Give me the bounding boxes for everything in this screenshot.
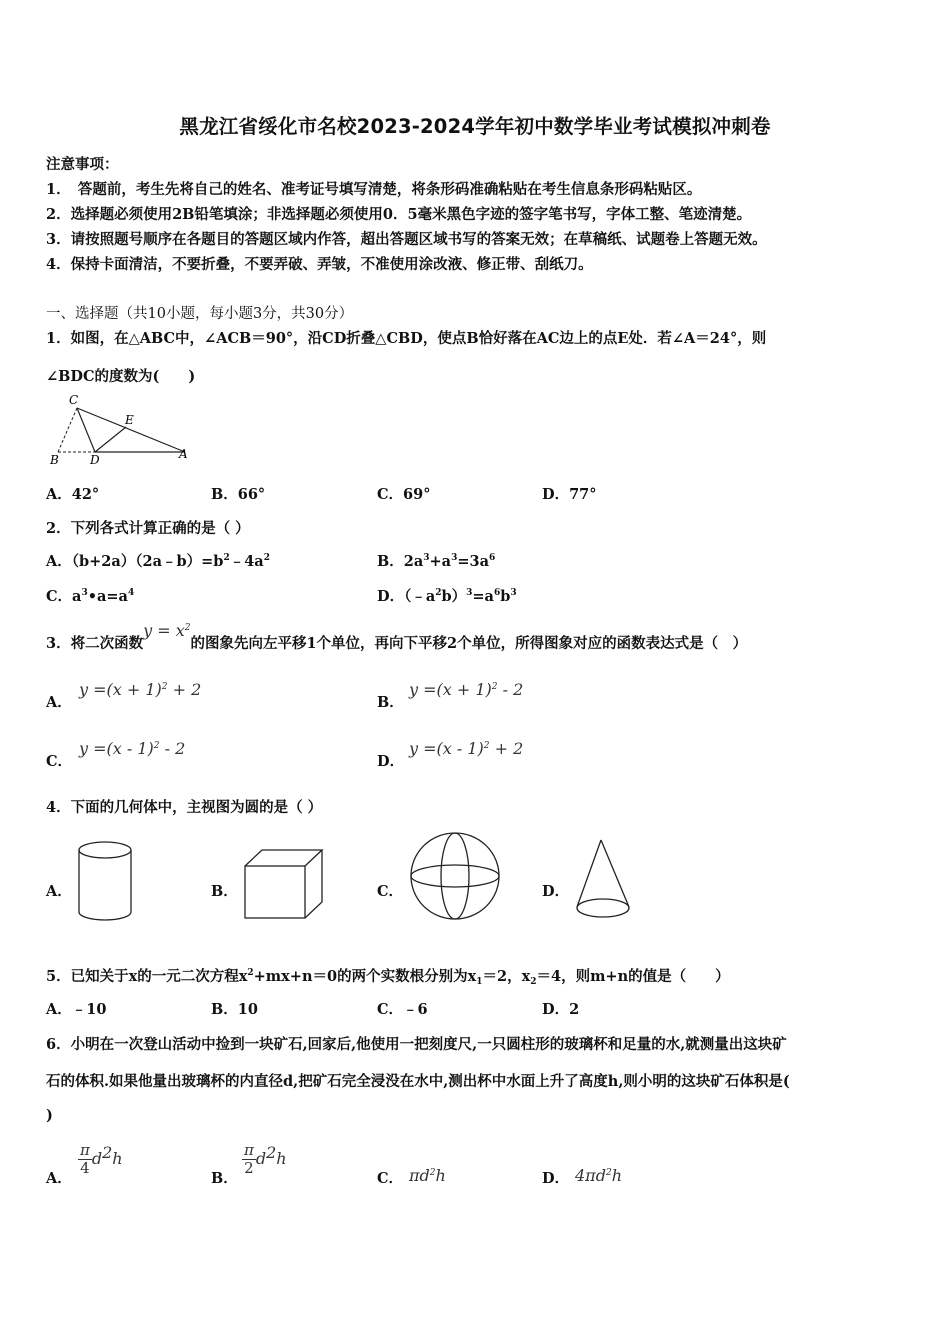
notice-item: 3．请按照题号顺序在各题目的答题区域内作答，超出答题区域书写的答案无效；在草稿纸、试题卷上答题无效。	[46, 231, 767, 248]
q3-option-a-expr[interactable]: $y =(x + 1)^2 + 2$	[79, 680, 202, 699]
question-2-stem: 2．下列各式计算正确的是（ ）	[46, 520, 250, 537]
q2-option-d[interactable]: D．$(﹣a^2b)^3=a^6b^3$	[377, 588, 517, 605]
q6-option-c-expr[interactable]: $\pi d^2h$	[409, 1166, 446, 1185]
q4-option-b[interactable]: B．	[211, 883, 238, 900]
label-d: D	[90, 453, 100, 467]
q3-option-d-expr[interactable]: y =(x - 1)$^2$ + 2	[409, 739, 524, 758]
q6-option-a-label[interactable]: A．	[46, 1170, 72, 1187]
q1-option-d[interactable]: D．77°	[542, 486, 597, 503]
q6-option-d-label[interactable]: D．	[542, 1170, 570, 1187]
q3-option-b-expr[interactable]: $y =(x + 1)^2 - 2$	[409, 680, 524, 699]
notice-heading: 注意事项：	[46, 156, 119, 173]
q4-option-d[interactable]: D．	[542, 883, 570, 900]
q2-option-c[interactable]: C．$a^3•a=a^4$	[46, 588, 135, 605]
triangle-figure	[48, 394, 198, 466]
q1-option-b[interactable]: B．66°	[211, 486, 266, 503]
question-6-stem: 6．小明在一次登山活动中捡到一块矿石,回家后,他使用一把刻度尺,一只圆柱形的玻璃杯和足量的水,就测量出这块矿	[46, 1036, 787, 1053]
q3-option-c-label[interactable]: C．	[46, 753, 73, 770]
q6-option-a-expr[interactable]: $\frac{\pi}{4}$ $d^2h$	[80, 1141, 123, 1177]
cone-icon	[573, 838, 633, 922]
q1-option-c[interactable]: C．69°	[377, 486, 431, 503]
q5-option-b[interactable]: B．10	[211, 1001, 258, 1018]
question-1-stem: 1．如图，在△ABC中，∠ACB＝90°，沿CD折叠△CBD，使点B恰好落在AC边上的点E处．若∠A＝24°，则	[46, 330, 767, 347]
page-title: 黑龙江省绥化市名校2023-2024学年初中数学毕业考试模拟冲刺卷	[179, 115, 771, 138]
label-a: A	[179, 447, 188, 461]
q3-option-d-label[interactable]: D．	[377, 753, 405, 770]
question-3-stem: 3．将二次函数$y = x^2$的图象先向左平移1个单位，再向下平移2个单位，所得图象对应的函数表达式是（ ）	[46, 621, 748, 652]
q5-option-d[interactable]: D．2	[542, 1001, 580, 1018]
q1-option-a[interactable]: A．42°	[46, 486, 100, 503]
question-6-stem-end: )	[46, 1107, 53, 1124]
question-1-stem-cont: ∠BDC的度数为( )	[46, 368, 196, 385]
question-5-stem: 5．已知关于x的一元二次方程$x^2+mx+n=0$的两个实数根分别为$x_1=2$，$x_2=4$，则m+n的值是（ ）	[46, 968, 730, 987]
q3-option-a-label[interactable]: A．	[46, 694, 72, 711]
q6-option-b-expr[interactable]: $\frac{\pi}{2}$ $d^2h$	[244, 1141, 287, 1177]
q6-option-d-expr[interactable]: $4\pi d^2h$	[575, 1166, 622, 1185]
q3-option-b-label[interactable]: B．	[377, 694, 404, 711]
label-e: E	[125, 413, 134, 427]
cube-icon	[242, 848, 326, 922]
q4-option-c[interactable]: C．	[377, 883, 404, 900]
q3-option-c-expr[interactable]: y =(x - 1)$^2$ - 2	[79, 739, 186, 758]
sphere-icon	[408, 832, 502, 922]
section-heading: 一、选择题（共10小题，每小题3分，共30分）	[46, 306, 354, 322]
notice-item: 1． 答题前，考生先将自己的姓名、准考证号填写清楚，将条形码准确粘贴在考生信息条形码粘贴区。	[46, 181, 702, 198]
q6-option-b-label[interactable]: B．	[211, 1170, 238, 1187]
q5-option-c[interactable]: C．﹣6	[377, 1001, 428, 1018]
label-b: B	[50, 453, 59, 467]
notice-item: 4．保持卡面清洁，不要折叠，不要弄破、弄皱，不准使用涂改液、修正带、刮纸刀。	[46, 256, 593, 273]
question-6-stem-cont: 石的体积.如果他量出玻璃杯的内直径d,把矿石完全浸没在水中,测出杯中水面上升了高度h,则小明的这块矿石体积是(	[46, 1073, 790, 1090]
question-4-stem: 4．下面的几何体中，主视图为圆的是（ ）	[46, 799, 323, 816]
q2-option-a[interactable]: A．$(b+2a)(2a﹣b)=b^2﹣4a^2$	[46, 553, 270, 570]
q5-option-a[interactable]: A．﹣10	[46, 1001, 107, 1018]
q2-option-b[interactable]: B．$2a^3+a^3=3a^6$	[377, 553, 496, 570]
q6-option-c-label[interactable]: C．	[377, 1170, 404, 1187]
label-c: C	[69, 393, 79, 407]
cylinder-icon	[75, 840, 135, 922]
q4-option-a[interactable]: A．	[46, 883, 72, 900]
notice-item: 2．选择题必须使用2B铅笔填涂；非选择题必须使用0．5毫米黑色字迹的签字笔书写，字体工整、笔迹清楚。	[46, 206, 752, 223]
